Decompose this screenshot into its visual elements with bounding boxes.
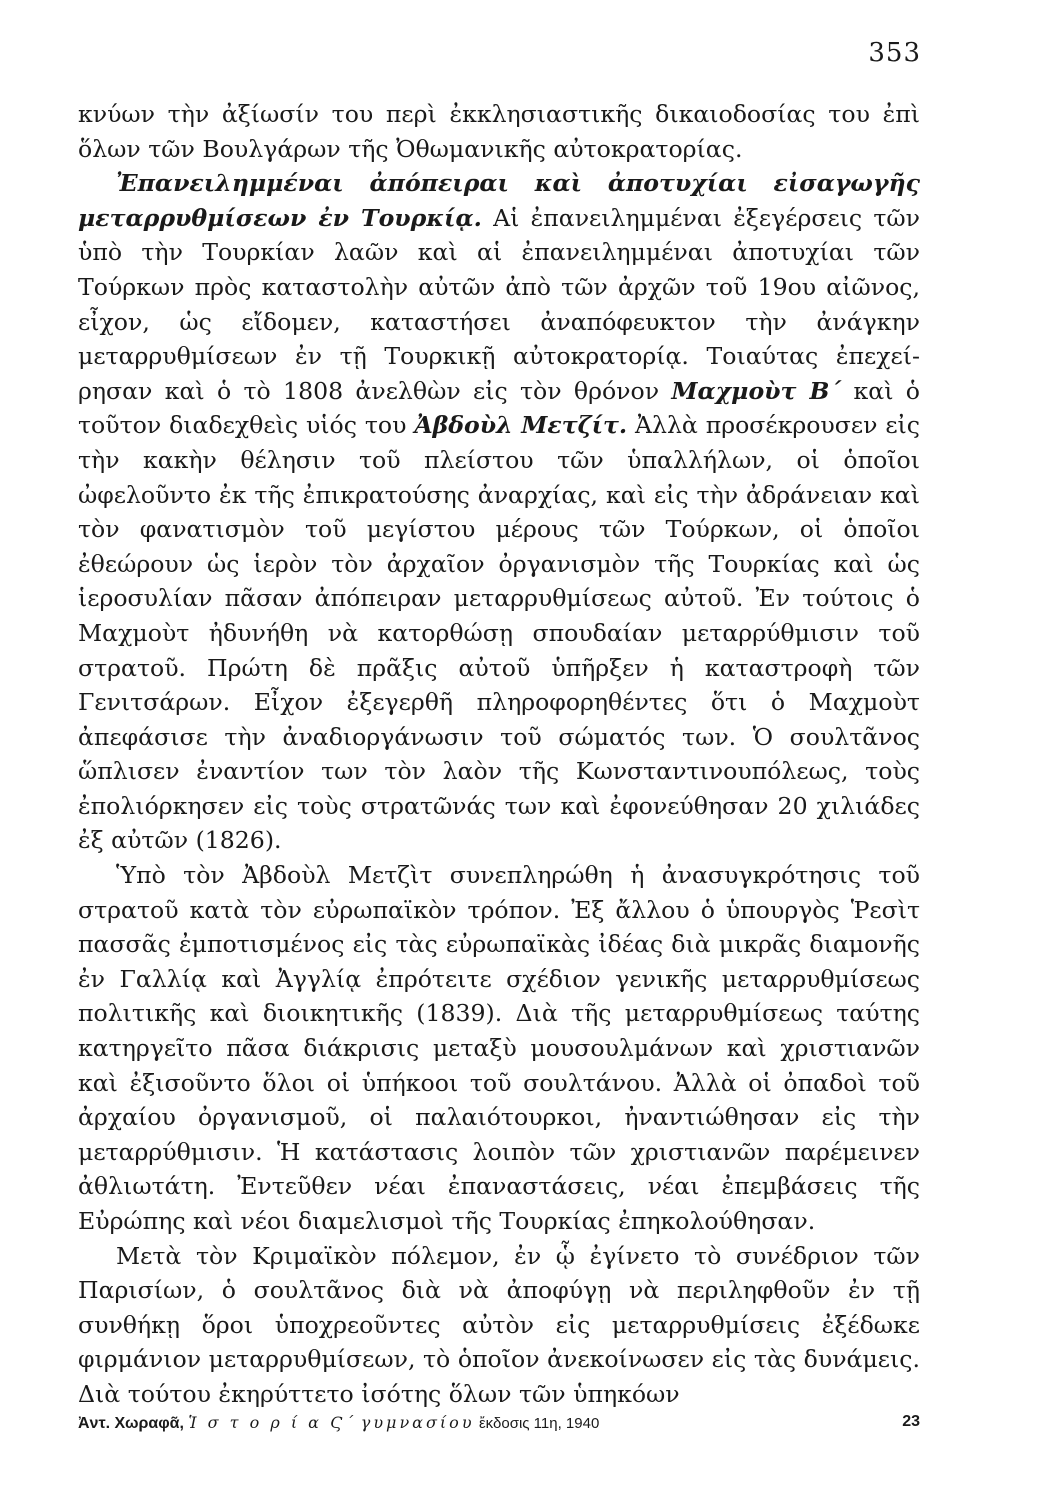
footer-author: Ἀντ. Χωραφᾶ, — [78, 1415, 184, 1432]
footer-edition: ἔκδοσις 11η, 1940 — [479, 1415, 600, 1432]
page-number: 353 — [868, 38, 921, 68]
page-footer — [78, 1413, 920, 1439]
paragraph-1: κνύων τὴν ἀξίωσίν του περὶ ἐκκλησιαστικῆς δικαιοδοσίας του ἐπὶ ὅλων τῶν Βουλγάρων τῆς Ὀθωμανικῆς αὐτοκρατορίας. — [78, 100, 920, 163]
paragraph-3: Ὑπὸ τὸν Ἀβδοὺλ Μετζὶτ συνεπληρώθη ἡ ἀνασυγκρότησις τοῦ στρατοῦ κατὰ τὸν εὐρωπαϊκὸν τρόπον. Ἐξ ἄλλου ὁ ὑπουργὸς Ῥεσὶτ πασσᾶς ἐμποτισμένος εἰς τὰς εὐρωπαϊκὰς ἰδέας διὰ μικρᾶς διαμονῆς ἐν Γαλλίᾳ καὶ Ἀγγλίᾳ ἐπρότειτε σχέδιον γενικῆς μεταρρυθμίσεως πολιτικῆς καὶ διοικητικῆς (1839). Διὰ τῆς μεταρρυθμίσεως ταύτης κατηργεῖτο πᾶσα διάκρισις μεταξὺ μουσουλμάνων καὶ χριστιανῶν καὶ ἐξισοῦντο ὅλοι οἱ ὑπήκοοι τοῦ σουλτάνου. Ἀλλὰ οἱ ὀπαδοὶ τοῦ ἀρχαίου ὀργανισμοῦ, οἱ παλαιότουρκοι, ἠναντιώθησαν εἰς τὴν μεταρρύθμισιν. Ἡ κατάστασις λοιπὸν τῶν χριστιανῶν παρέμεινεν ἀθλιωτάτη. Ἐντεῦθεν νέαι ἐπαναστάσεις, νέαι ἐπεμβάσεις τῆς Εὐρώπης καὶ νέοι διαμελισμοὶ τῆς Τουρκίας ἐπηκολούθησαν. — [78, 861, 920, 1235]
body-text — [78, 97, 920, 1412]
paragraph-2-text-a: Αἱ ἐπανειλημμέναι ἐξεγέρσεις τῶν ὑπὸ τὴν Τουρκίαν λαῶν καὶ αἱ ἐπανειλημμέναι ἀποτυχίαι τῶν Τούρκων πρὸς καταστολὴν αὐτῶν ἀπὸ τῶν ἀρχῶν τοῦ 19ου αἰῶνος, εἶχον, ὡς εἴδομεν, καταστήσει ἀναπόφευκτον τὴν ἀνάγκην μεταρρυθμίσεων ἐν τῇ Τουρκικῇ αὐτοκρατορίᾳ. Τοιαύτας ἐπεχείρησαν καὶ ὁ τὸ 1808 ἀνελθὼν εἰς τὸν θρόνον — [78, 203, 921, 405]
footer-book-title: Ἱ σ τ ο ρ ί α Ϛ΄ — [188, 1413, 357, 1432]
section-heading: Ἐπανειλημμέναι ἀπόπειραι καὶ ἀποτυχίαι εἰσαγωγῆς μεταρρυθμίσεων ἐν Τουρκίᾳ. — [78, 169, 920, 232]
name-mahmud: Μαχμοὺτ Β΄ — [671, 376, 842, 405]
paragraph-2-text-c: Ἀλλὰ προσέκρουσεν εἰς τὴν κακὴν θέλησιν τοῦ πλείστου τῶν ὑπαλλήλων, οἱ ὁποῖοι ὠφελοῦντο ἐκ τῆς ἐπικρατούσης ἀναρχίας, καὶ εἰς τὴν ἀδράνειαν καὶ τὸν φανατισμὸν τοῦ μεγίστου μέρους τῶν Τούρκων, οἱ ὁποῖοι ἐθεώρουν ὡς ἱερὸν τὸν ἀρχαῖον ὀργανισμὸν τῆς Τουρκίας καὶ ὡς ἱεροσυλίαν πᾶσαν ἀπόπειραν μεταρρυθμίσεως αὐτοῦ. Ἐν τούτοις ὁ Μαχμοὺτ ἠδυνήθη νὰ κατορθώσῃ σπουδαίαν μεταρρύθμισιν τοῦ στρατοῦ. Πρώτη δὲ πρᾶξις αὐτοῦ ὑπῆρξεν ἡ καταστροφὴ τῶν Γενιτσάρων. Εἶχον ἐξεγερθῆ πληροφορηθέντες ὅτι ὁ Μαχμοὺτ ἀπεφάσισε τὴν ἀναδιοργάνωσιν τοῦ σώματός των. Ὁ σουλτᾶνος ὥπλισεν ἐναντίον των τὸν λαὸν τῆς Κωνσταντινουπόλεως, τοὺς ἐπολιόρκησεν εἰς τοὺς στρατῶνάς των καὶ ἐφονεύθησαν 20 χιλιάδες ἐξ αὐτῶν (1826). — [78, 411, 921, 855]
footer-signature: 23 — [902, 1413, 920, 1430]
footer-citation — [78, 1413, 599, 1433]
paragraph-2 — [78, 166, 920, 858]
paragraph-4: Μετὰ τὸν Κριμαϊκὸν πόλεμον, ἐν ᾧ ἐγίνετο τὸ συνέδριον τῶν Παρισίων, ὁ σουλτᾶνος διὰ νὰ ἀποφύγῃ νὰ περιληφθοῦν ἐν τῇ συνθήκῃ ὅροι ὑποχρεοῦντες αὐτὸν εἰς μεταρρυθμίσεις ἐξέδωκε φιρμάνιον μεταρρυθμίσεων, τὸ ὁποῖον ἀνεκοίνωσεν εἰς τὰς δυνάμεις. Διὰ τούτου ἐκηρύττετο ἰσότης ὅλων τῶν ὑπηκόων — [78, 1241, 920, 1408]
name-abdul-mecit: Ἀβδοὺλ Μετζίτ. — [414, 411, 628, 440]
paragraph-2-text-b: καὶ ὁ τοῦτον διαδεχθεὶς υἱός του — [78, 376, 920, 440]
footer-school: γυμνασίου — [360, 1413, 475, 1432]
